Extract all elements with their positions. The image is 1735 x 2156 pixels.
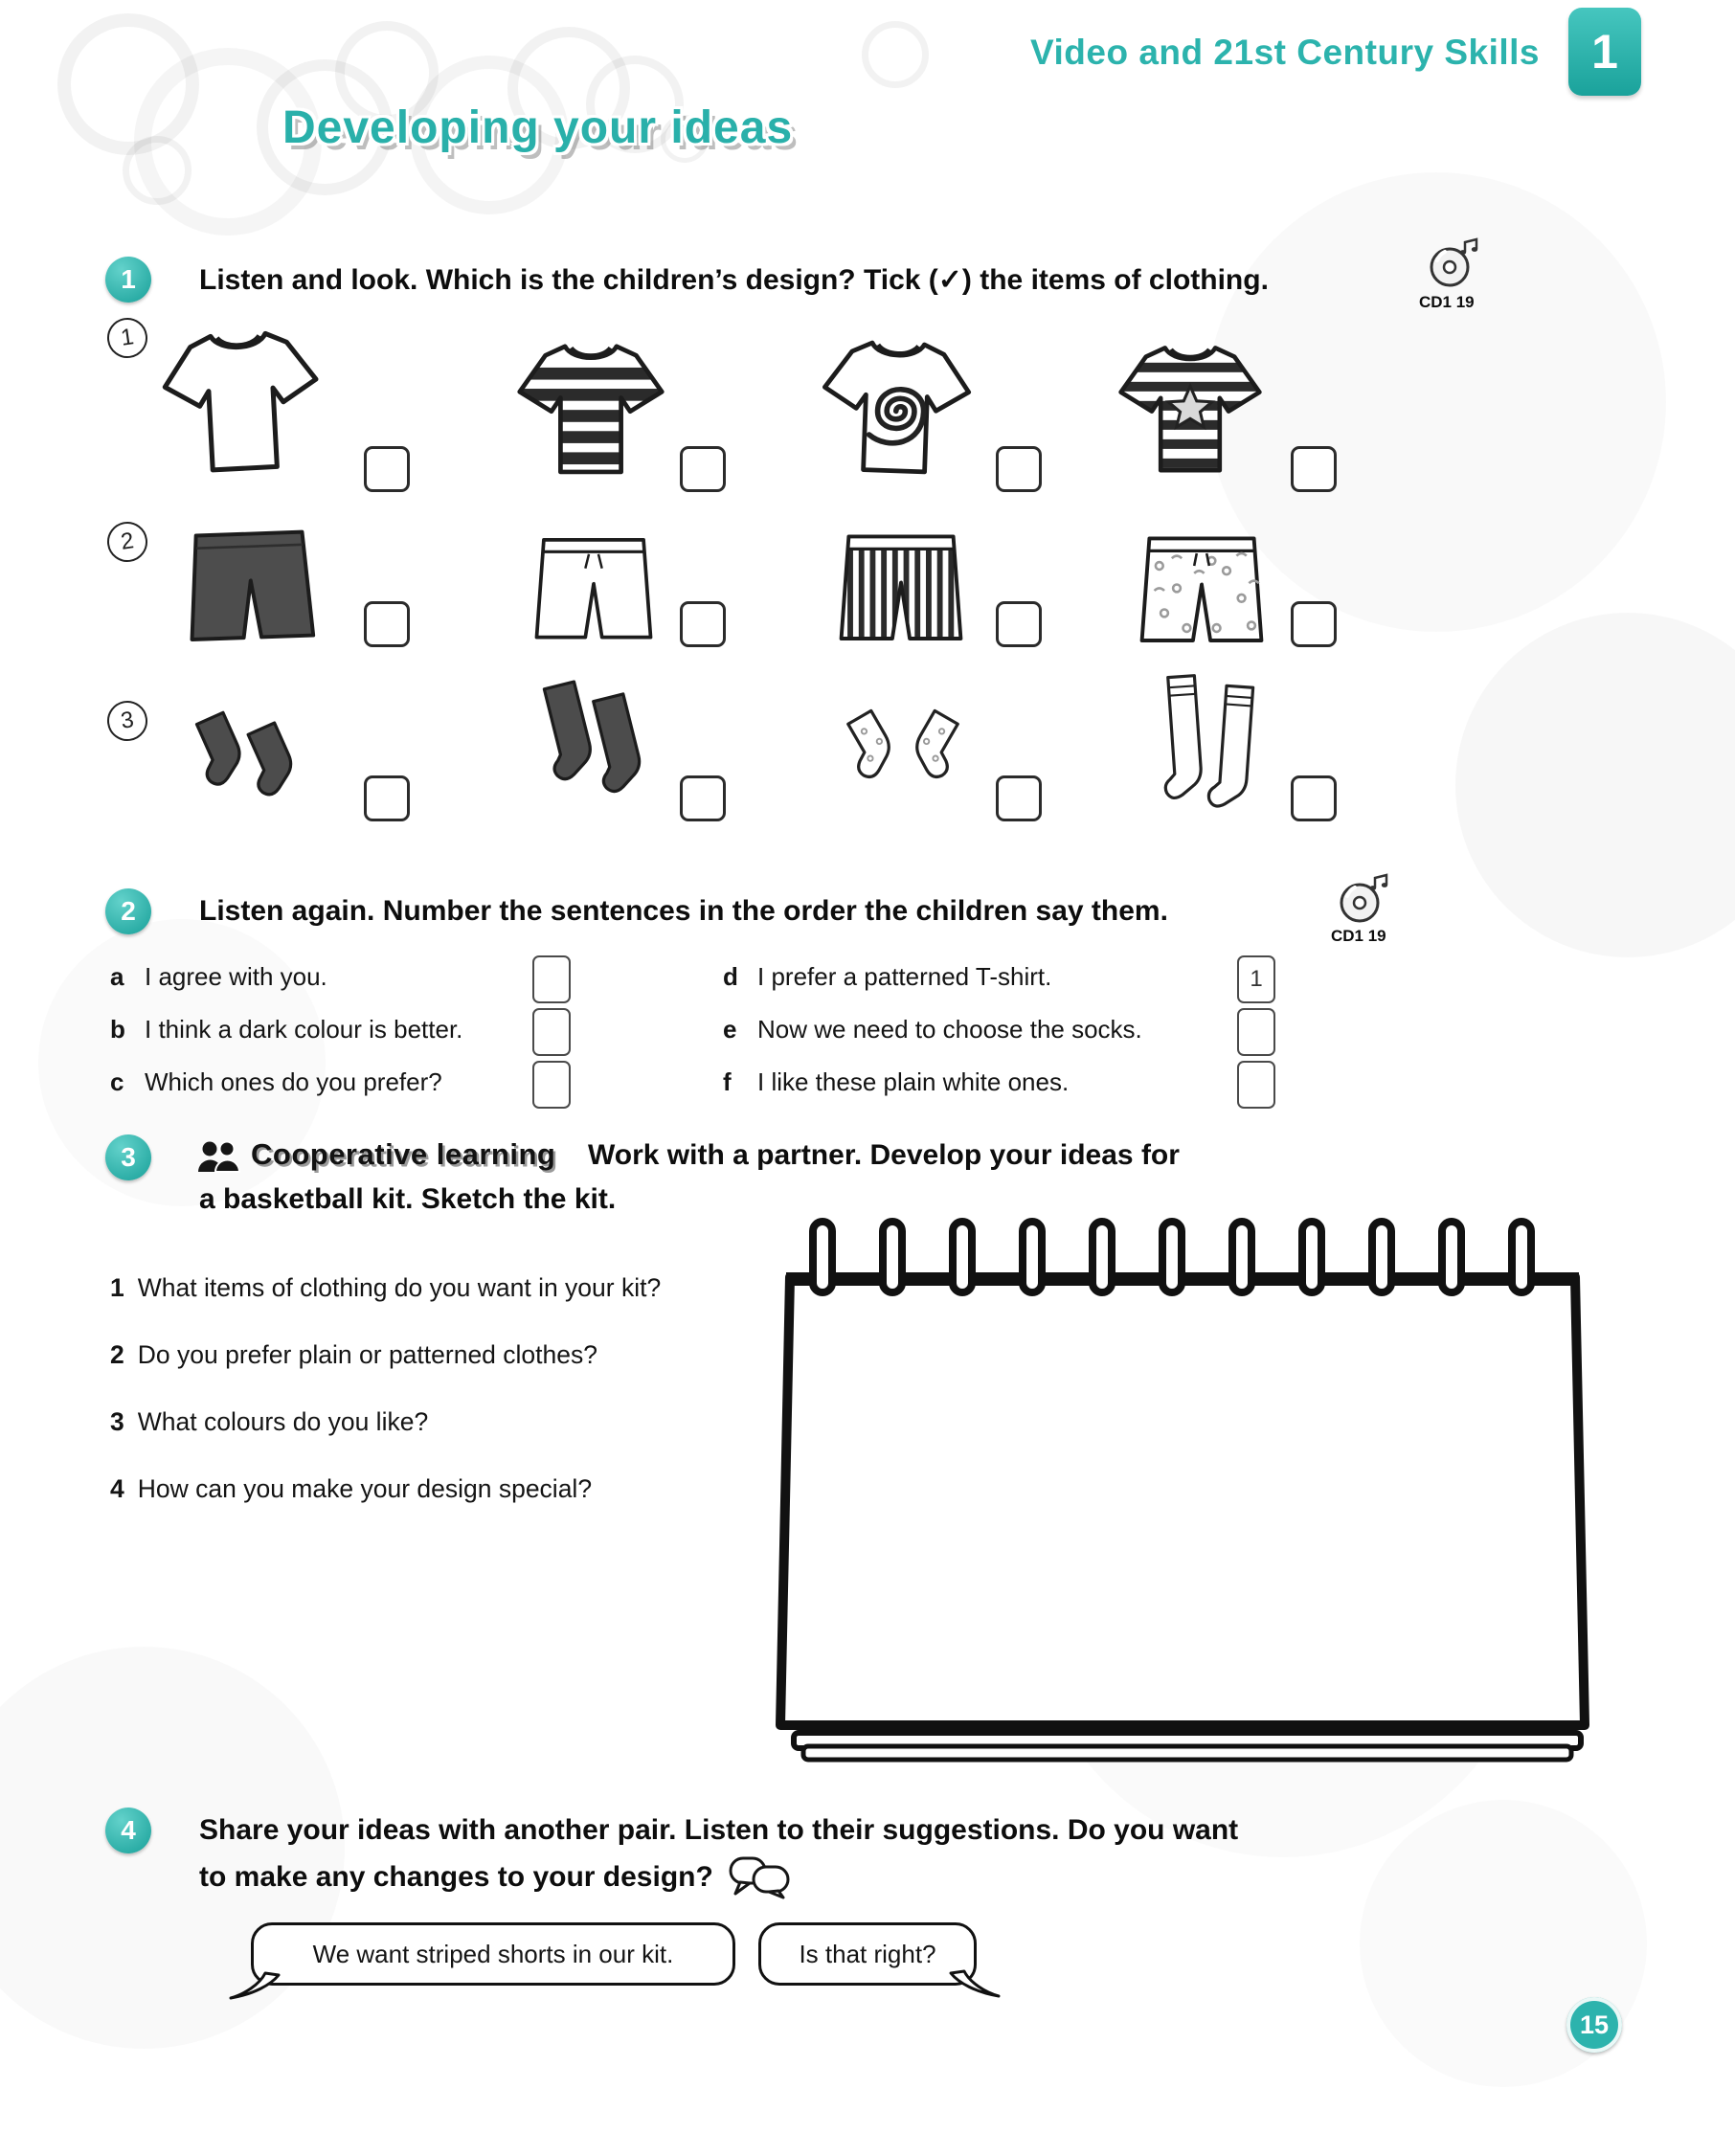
question-2-text: Do you prefer plain or patterned clothes?: [137, 1340, 597, 1369]
sentence-f-answer-box[interactable]: [1237, 1061, 1275, 1109]
question-2-number: 2: [110, 1340, 124, 1369]
speech-bubble-2-text: Is that right?: [799, 1939, 936, 1968]
tshirt-striped-image: [515, 331, 666, 483]
checkbox-dark-long-socks[interactable]: [680, 775, 726, 821]
question-4-number: 4: [110, 1474, 124, 1503]
cd-track-label: CD1 19: [1331, 927, 1386, 945]
checkbox-dark-shorts[interactable]: [364, 601, 410, 647]
question-2: [110, 1340, 597, 1370]
sentence-a-text: I agree with you.: [145, 962, 327, 991]
row-1-label: 1: [104, 315, 149, 360]
activity-1-instruction: Listen and look. Which is the children’s design? Tick (✓) the items of clothing.: [199, 264, 1269, 296]
decorative-circle: [1455, 613, 1735, 957]
sentence-d-letter: d: [723, 962, 738, 991]
activity-2-number: 2: [105, 888, 151, 934]
question-1: [110, 1273, 661, 1303]
sentence-f: [723, 1067, 1069, 1097]
sentence-b-letter: b: [110, 1015, 125, 1044]
sentence-d-text: I prefer a patterned T-shirt.: [757, 962, 1052, 991]
cooperative-learning-badge: Cooperative learning: [251, 1137, 556, 1171]
sentence-f-letter: f: [723, 1067, 732, 1096]
activity-3-instruction-line2: a basketball kit. Sketch the kit.: [199, 1183, 617, 1215]
row-2-label: 2: [104, 519, 149, 564]
sentence-a-answer-box[interactable]: [532, 955, 571, 1003]
sentence-e-text: Now we need to choose the socks.: [757, 1015, 1142, 1044]
activity-2-instruction: Listen again. Number the sentences in the order the children say them.: [199, 895, 1168, 927]
speech-bubbles-icon: [729, 1855, 790, 1899]
shorts-dark-image: [185, 513, 316, 662]
decorative-circle: [123, 136, 192, 205]
sentence-b-text: I think a dark colour is better.: [145, 1015, 463, 1044]
sentence-e: [723, 1015, 1142, 1044]
cd-track-label: CD1 19: [1419, 293, 1475, 311]
cd-audio-icon: [1429, 237, 1480, 289]
question-1-text: What items of clothing do you want in your kit?: [137, 1273, 662, 1302]
socks-dark-long-image: [538, 672, 651, 820]
sentence-c-letter: c: [110, 1067, 124, 1096]
sketch-notepad[interactable]: [761, 1208, 1604, 1768]
socks-white-long-image: [1151, 668, 1264, 826]
checkbox-swirl-tshirt[interactable]: [996, 446, 1042, 492]
socks-dark-ankle-image: [190, 697, 303, 800]
activity-4-instruction-line2: [199, 1855, 790, 1899]
sentence-e-answer-box[interactable]: [1237, 1008, 1275, 1056]
shorts-white-image: [534, 523, 653, 657]
activity-4-instruction-line1: Share your ideas with another pair. Listen to their suggestions. Do you want: [199, 1814, 1239, 1846]
question-3: [110, 1407, 428, 1437]
sentence-d-answer-box[interactable]: 1: [1237, 955, 1275, 1003]
checkbox-white-shorts[interactable]: [680, 601, 726, 647]
shorts-striped-image: [839, 517, 963, 661]
question-4-text: How can you make your design special?: [137, 1474, 593, 1503]
question-4: [110, 1474, 592, 1504]
checkbox-striped-shorts[interactable]: [996, 601, 1042, 647]
tshirt-plain-white-image: [156, 310, 326, 489]
checkbox-dark-ankle-socks[interactable]: [364, 775, 410, 821]
question-1-number: 1: [110, 1273, 124, 1302]
activity-1-number: 1: [105, 257, 151, 303]
sentence-d: [723, 962, 1051, 992]
activity-4-number: 4: [105, 1808, 151, 1853]
decorative-circle: [0, 1647, 345, 2049]
row-3-label: 3: [104, 698, 149, 743]
checkbox-striped-tshirt[interactable]: [680, 446, 726, 492]
question-3-text: What colours do you like?: [137, 1407, 429, 1436]
sentence-f-text: I like these plain white ones.: [757, 1067, 1070, 1096]
activity-3-number: 3: [105, 1134, 151, 1180]
tshirt-striped-star-image: [1116, 333, 1264, 481]
tshirt-swirl-image: [817, 325, 976, 484]
checkbox-white-long-socks[interactable]: [1291, 775, 1337, 821]
sentence-a-letter: a: [110, 962, 124, 991]
socks-white-patterned-image: [831, 705, 975, 812]
shorts-patterned-image: [1139, 520, 1264, 662]
checkbox-plain-tshirt[interactable]: [364, 446, 410, 492]
sentence-c-text: Which ones do you prefer?: [145, 1067, 442, 1096]
sentence-a: [110, 962, 327, 992]
speech-bubble-2-tail: [947, 1969, 1004, 1998]
checkbox-white-patterned-socks[interactable]: [996, 775, 1042, 821]
sentence-b-answer-box[interactable]: [532, 1008, 571, 1056]
unit-number-tab: 1: [1568, 8, 1641, 96]
sentence-c: [110, 1067, 442, 1097]
activity-3-instruction-line1: Work with a partner. Develop your ideas for: [588, 1139, 1180, 1171]
checkbox-patterned-shorts[interactable]: [1291, 601, 1337, 647]
checkbox-star-tshirt[interactable]: [1291, 446, 1337, 492]
activity-4-instruction-line2-text: to make any changes to your design?: [199, 1861, 713, 1893]
page-header-title: Video and 21st Century Skills: [1030, 33, 1540, 72]
page-title: Developing your ideas: [282, 102, 794, 153]
speech-bubble-1: [251, 1922, 735, 1986]
speech-bubble-2: [758, 1922, 977, 1986]
cd-audio-icon: [1339, 873, 1390, 925]
page-number: 15: [1566, 1997, 1622, 2053]
sentence-c-answer-box[interactable]: [532, 1061, 571, 1109]
speech-bubble-1-text: We want striped shorts in our kit.: [312, 1939, 674, 1968]
sentence-b: [110, 1015, 462, 1044]
sentence-e-letter: e: [723, 1015, 737, 1044]
speech-bubble-1-tail: [225, 1971, 282, 2000]
question-3-number: 3: [110, 1407, 124, 1436]
people-icon: [196, 1139, 240, 1174]
